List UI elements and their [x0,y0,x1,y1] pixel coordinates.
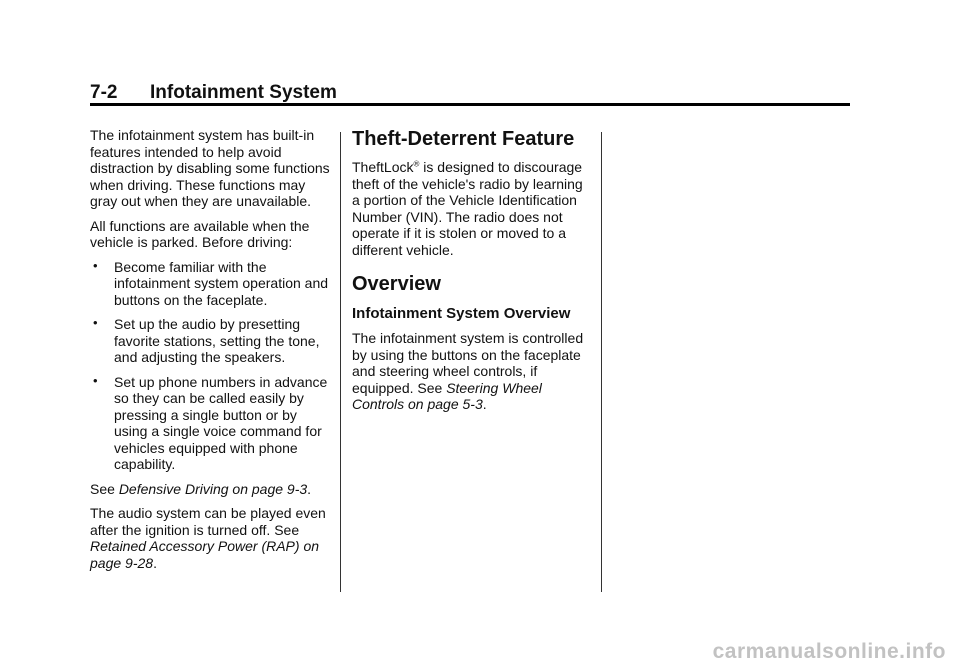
rap-reference[interactable]: Retained Accessory Power (RAP) on page 9-28 [90,538,320,571]
list-item: • Set up the audio by presetting favorite stations, setting the tone, and adjusting the speakers. [90,316,330,366]
see-suffix: . [153,554,157,571]
tips-list [90,259,330,473]
page-header [90,82,850,104]
theftlock-paragraph [352,159,592,258]
audio-text: The audio system can be played even after the ignition is turned off. [90,505,326,538]
list-item: • Set up phone numbers in advance so they can be called easily by pressing a single button or by using a single voice command for vehicles equipped with phone capability. [90,374,330,473]
registered-mark: ® [413,159,420,169]
infotainment-overview-subheading: Infotainment System Overview [352,305,571,322]
column-divider [340,132,341,592]
header-rule [90,103,850,106]
section-number: 7-2 [90,82,118,103]
overview-heading: Overview [352,273,441,295]
see-prefix: See [90,480,119,497]
intro-paragraph: The infotainment system has built-in features intended to help avoid distraction by disabling some functions when driving. These functions may gray out when they are unavailable. [90,127,330,209]
overview-suffix: . [482,396,487,412]
theft-deterrent-heading: Theft-Deterrent Feature [352,128,575,150]
see-prefix: See [274,521,300,538]
overview-text: The infotainment system is controlled by using the buttons on the faceplate and steering wheel controls, if equipped. See [352,330,584,396]
column-divider [601,132,602,592]
column-left [90,127,330,579]
theftlock-brand: TheftLock [352,159,414,175]
column-middle [352,127,592,421]
steering-wheel-controls-reference[interactable]: Steering Wheel Controls on page 5-3 [352,379,542,412]
defensive-driving-reference[interactable]: Defensive Driving on page 9-3 [118,480,308,497]
audio-paragraph [90,505,330,571]
watermark: carmanualsonline.info [712,640,946,663]
list-item: • Become familiar with the infotainment system operation and buttons on the faceplate. [90,259,330,309]
see-suffix: . [307,480,312,497]
overview-paragraph [352,330,592,413]
chapter-title: Infotainment System [150,82,337,103]
before-driving-paragraph: All functions are available when the vehicle is parked. Before driving: [90,217,310,250]
see-defensive-driving [90,481,330,498]
theftlock-text: is designed to discourage theft of the vehicle's radio by learning a portion of the Vehicle Identification Number (VIN). The radio does not operate if it is stolen or moved to a different vehicle. [352,159,583,258]
